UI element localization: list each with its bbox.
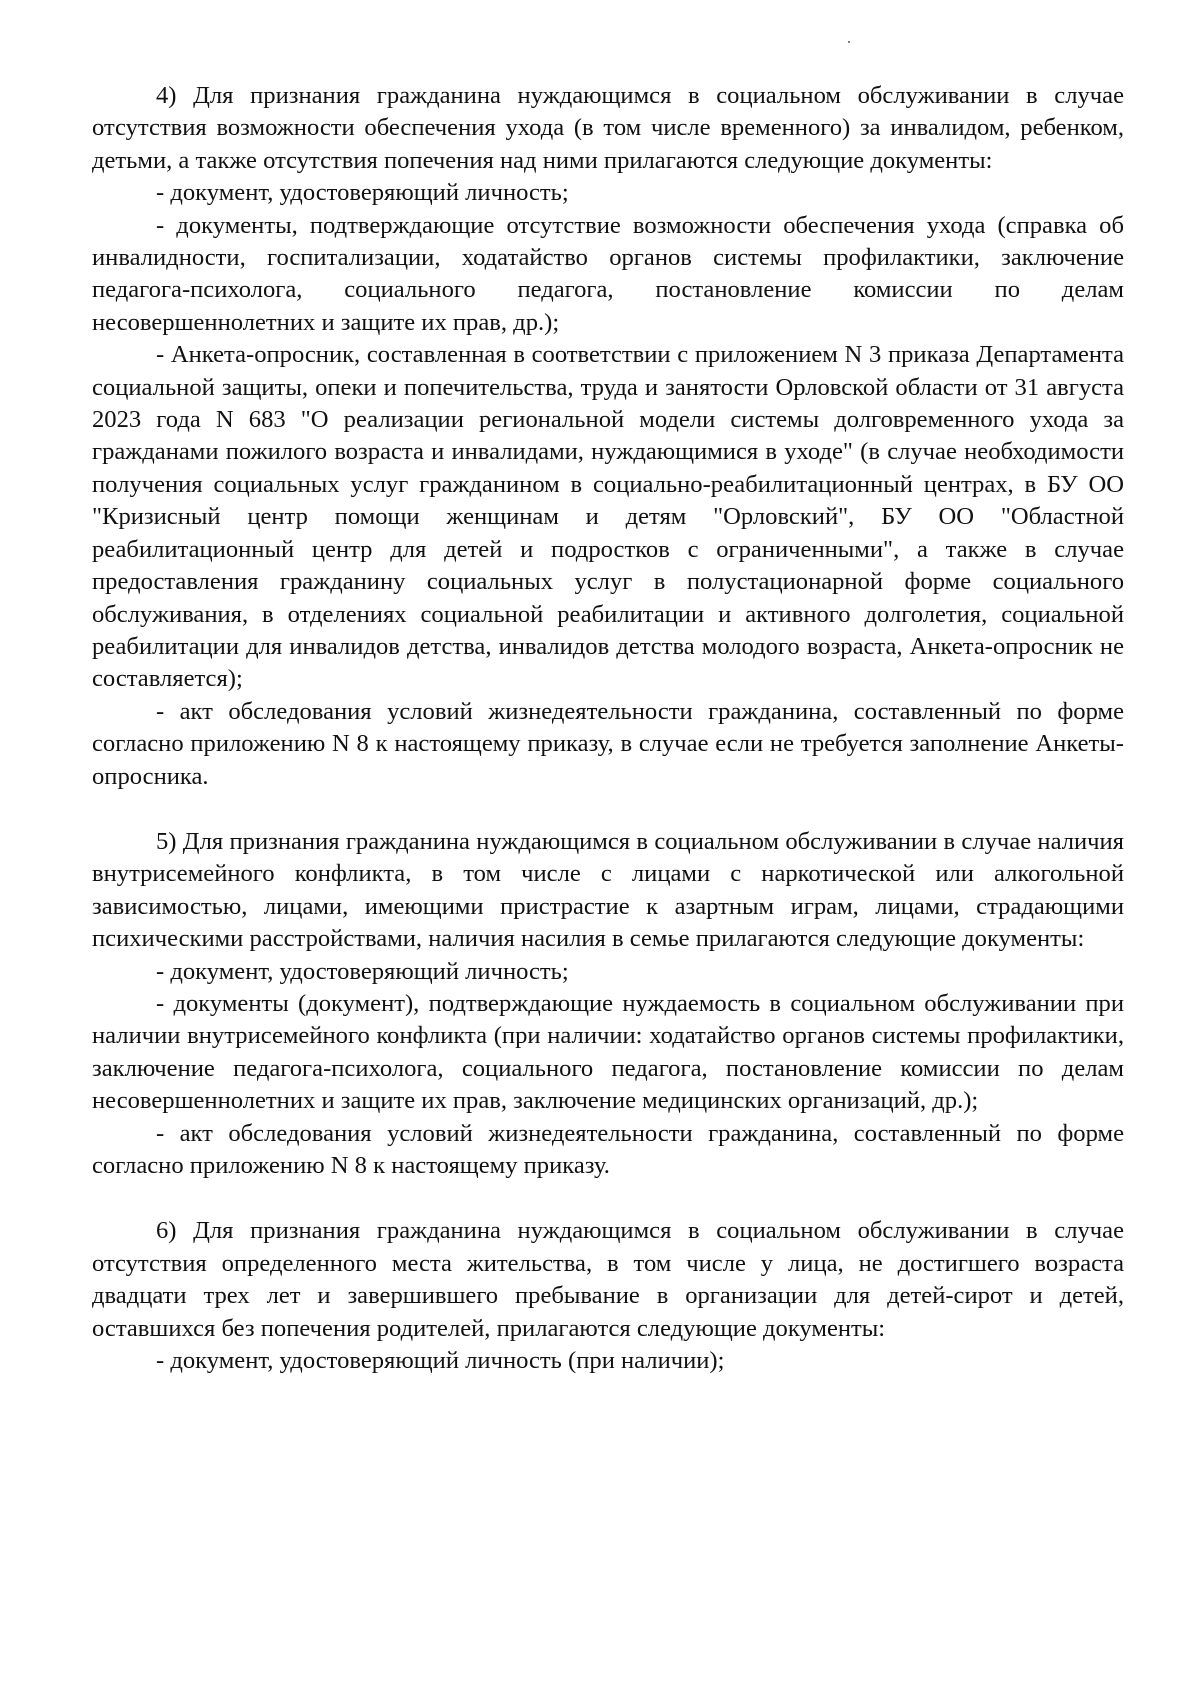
section-6-intro: 6) Для признания гражданина нуждающимся в социальном обслуживании в случае отсутствия определенного места жительства, в том числе у лица, не достигшего возраста двадцати трех лет и завершившего пребывание в организации для детей-сирот и детей, оставшихся без попечения родителей, прилагаются следующие документы:: [92, 1217, 1124, 1342]
section-6: [92, 1215, 1124, 1377]
section-4-item-identity: - документ, удостоверяющий личность;: [156, 179, 569, 207]
document-body: [92, 80, 1124, 1377]
section-4-item-care-documents: - документы, подтверждающие отсутствие возможности обеспечения ухода (справка об инвалидности, госпитализации, ходатайство органов системы профилактики, заключение педагога-психолога, социального педагога, постановление комиссии по делам несовершеннолетних и защите их прав, др.);: [92, 211, 1124, 336]
section-5-item-conflict-documents: - документы (документ), подтверждающие нуждаемость в социальном обслуживании при наличии внутрисемейного конфликта (при наличии: ходатайство органов системы профилактики, заключение педагога-психолога, социального педагога, постановление комиссии по делам несовершеннолетних и защите их прав, заключение медицинских организаций, др.);: [92, 989, 1124, 1115]
section-5: [92, 826, 1124, 1182]
section-4-item-questionnaire: - Анкета-опросник, составленная в соответствии с приложением N 3 приказа Департамента социальной защиты, опеки и попечительства, труда и занятости Орловской области от 31 августа 2023 года N 683 "О реализации региональной модели системы долговременного ухода за гражданами пожилого возраста и инвалидами, нуждающимися в уходе" (в случае необходимости получения социальных услуг гражданином в социально-реабилитационный центрах, в БУ ОО "Кризисный центр помощи женщинам и детям "Орловский", БУ ОО "Областной реабилитационный центр для детей и подростков с ограниченными", а также в случае предоставления гражданину социальных услуг в полустационарной форме социального обслуживания, в отделениях социальной реабилитации и активного долголетия, социальной реабилитации для инвалидов детства, инвалидов детства молодого возраста, Анкета-опросник не составляется);: [92, 341, 1124, 693]
section-4: [92, 80, 1124, 793]
section-gap: [92, 793, 1124, 826]
section-6-item-identity: - документ, удостоверяющий личность (при наличии);: [156, 1347, 725, 1375]
section-4-item-inspection-act: - акт обследования условий жизнедеятельности гражданина, составленный по форме согласно приложению N 8 к настоящему приказу, в случае если не требуется заполнение Анкеты-опросника.: [92, 697, 1124, 790]
section-5-item-identity: - документ, удостоверяющий личность;: [156, 957, 569, 985]
section-5-intro: 5) Для признания гражданина нуждающимся в социальном обслуживании в случае наличия внутрисемейного конфликта, в том числе с лицами с наркотической или алкогольной зависимостью, лицами, имеющими пристрастие к азартным играм, лицами, страдающими психическими расстройствами, наличия насилия в семье прилагаются следующие документы:: [92, 827, 1124, 953]
section-5-item-inspection-act: - акт обследования условий жизнедеятельности гражданина, составленный по форме согласно приложению N 8 к настоящему приказу.: [92, 1119, 1124, 1179]
scan-speck: [848, 41, 850, 43]
section-gap: [92, 1182, 1124, 1215]
section-4-intro: 4) Для признания гражданина нуждающимся в социальном обслуживании в случае отсутствия возможности обеспечения ухода (в том числе временного) за инвалидом, ребенком, детьми, а также отсутствия попечения над ними прилагаются следующие документы:: [92, 82, 1124, 174]
